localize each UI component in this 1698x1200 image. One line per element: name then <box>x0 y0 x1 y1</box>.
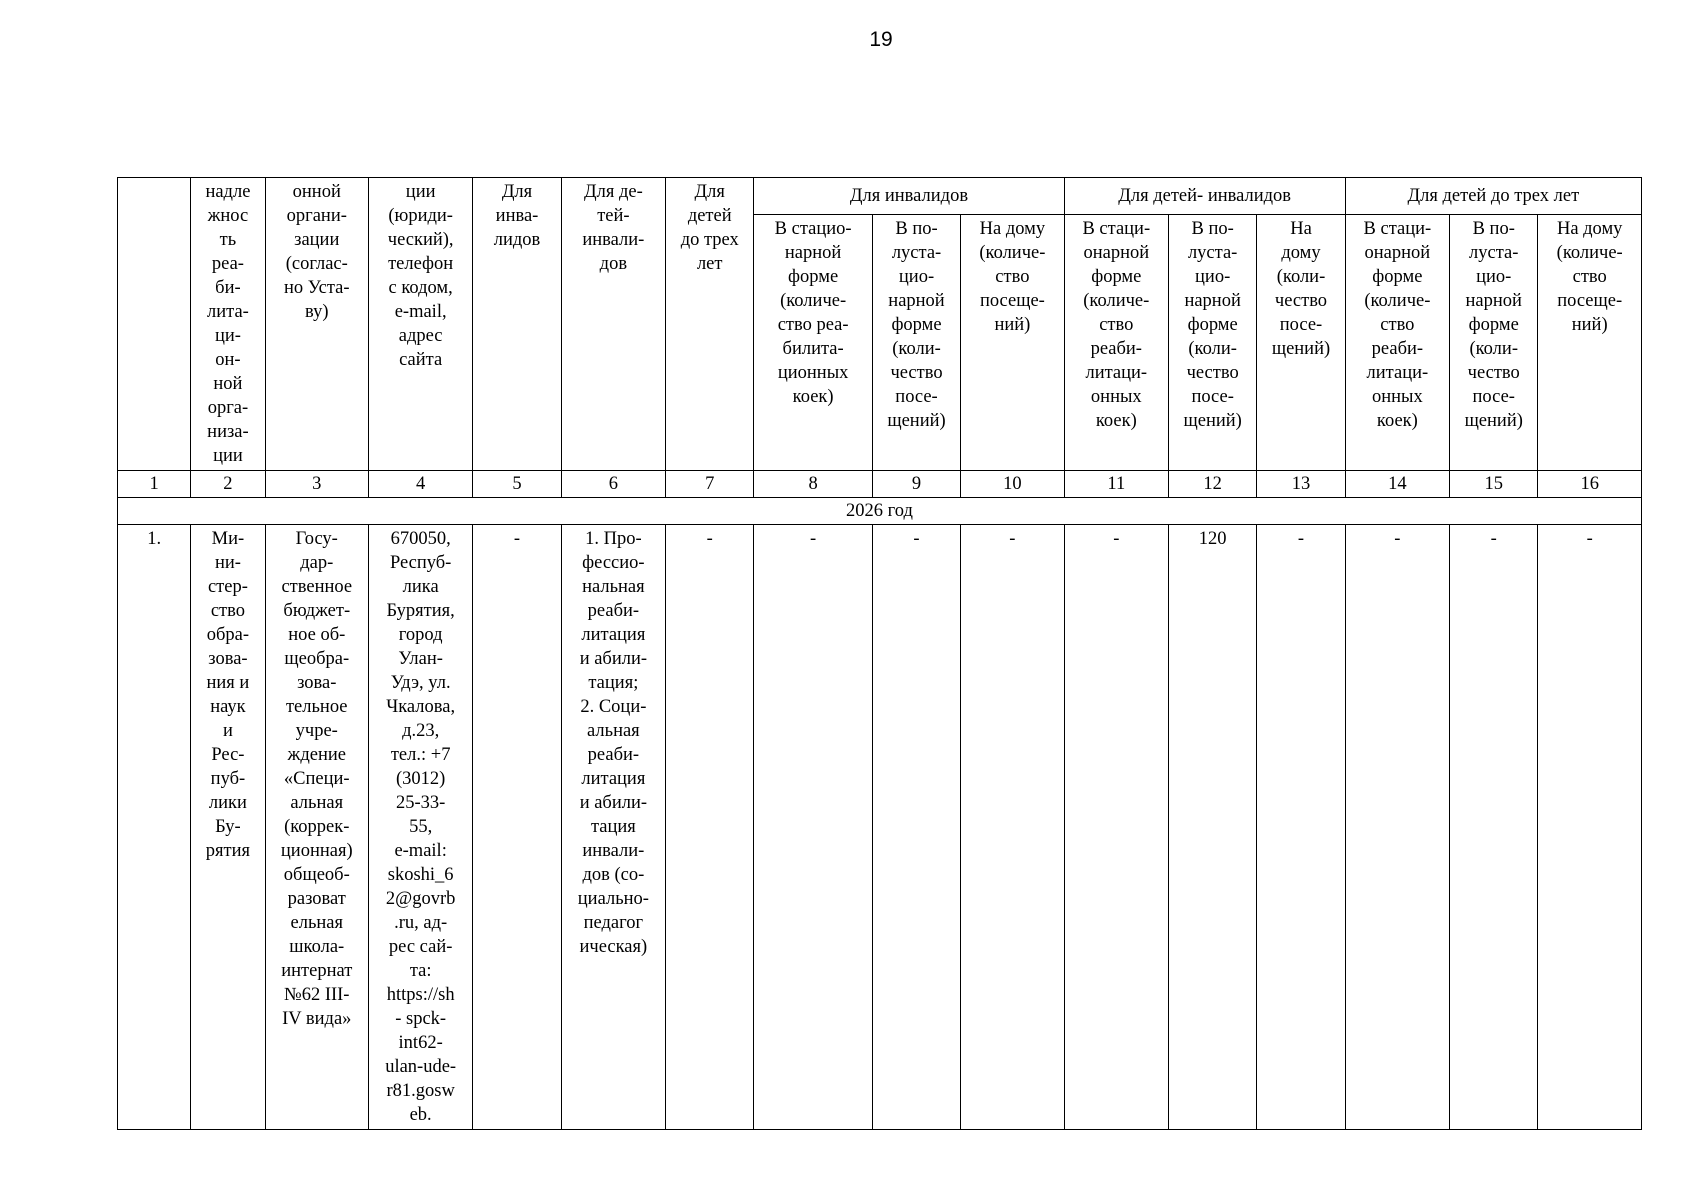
column-number: 12 <box>1168 471 1256 498</box>
cell-16: - <box>1538 525 1642 1130</box>
header-cell-5: Для инва- лидов <box>473 178 561 471</box>
header-cell-1 <box>118 178 191 471</box>
header-cell-7: Для детей до трех лет <box>666 178 754 471</box>
column-number: 16 <box>1538 471 1642 498</box>
cell-9: - <box>872 525 960 1130</box>
header-cell-4: ции (юриди- ческий), телефон с кодом, e-mail, адрес сайта <box>368 178 472 471</box>
column-number: 5 <box>473 471 561 498</box>
sub-header-12: В по- луста- цио- нарной форме (коли- чество посе- щений) <box>1168 214 1256 470</box>
cell-for-invalids: - <box>473 525 561 1130</box>
sub-header-10: На дому (количе- ство посеще- ний) <box>961 214 1064 470</box>
cell-15: - <box>1450 525 1538 1130</box>
column-number: 4 <box>368 471 472 498</box>
sub-header-13: На дому (коли- чество посе- щений) <box>1257 214 1345 470</box>
cell-11: - <box>1064 525 1168 1130</box>
cell-for-child-invalids: 1. Про- фессио- нальная реаби- литация и абили- тация; 2. Соци- альная реаби- литация и абили- тация инвали- дов (со- циально- педагог ическая) <box>561 525 665 1130</box>
sub-header-9: В по- луста- цио- нарной форме (коли- чество посе- щений) <box>872 214 960 470</box>
cell-14: - <box>1345 525 1449 1130</box>
group-header-children-under-3: Для детей до трех лет <box>1345 178 1641 215</box>
column-number: 14 <box>1345 471 1449 498</box>
sub-header-11: В стаци- онарной форме (количе- ство реаби- литаци- онных коек) <box>1064 214 1168 470</box>
sub-header-16: На дому (количе- ство посеще- ний) <box>1538 214 1642 470</box>
cell-for-children-under-3: - <box>666 525 754 1130</box>
year-row <box>118 498 1642 525</box>
cell-8: - <box>754 525 872 1130</box>
header-cell-2: надле жнос ть реа- би- лита- ци- он- ной орга- низа- ции <box>191 178 265 471</box>
header-cell-3: онной органи- зации (соглас- но Уста- ву) <box>265 178 368 471</box>
column-number: 10 <box>961 471 1064 498</box>
cell-organization-name: Госу- дар- ственное бюджет- ное об- щеобра- зова- тельное учре- ждение «Специ- альная (коррек- ционная) общеоб- разоват ельная школа- интернат №62 III- IV вида» <box>265 525 368 1130</box>
column-number: 2 <box>191 471 265 498</box>
column-number: 8 <box>754 471 872 498</box>
column-number: 1 <box>118 471 191 498</box>
column-number: 9 <box>872 471 960 498</box>
row-number: 1. <box>118 525 191 1130</box>
group-header-invalids: Для инвалидов <box>754 178 1064 215</box>
sub-header-14: В стаци- онарной форме (количе- ство реаби- литаци- онных коек) <box>1345 214 1449 470</box>
cell-ministry: Ми- ни- стер- ство обра- зова- ния и наук и Рес- пуб- лики Бу- рятия <box>191 525 265 1130</box>
column-number: 13 <box>1257 471 1345 498</box>
group-header-child-invalids: Для детей- инвалидов <box>1064 178 1345 215</box>
page-number: 19 <box>869 28 893 51</box>
column-number: 7 <box>666 471 754 498</box>
column-number-row <box>118 471 1642 498</box>
cell-13: - <box>1257 525 1345 1130</box>
sub-header-8: В стацио- нарной форме (количе- ство реа- билита- ционных коек) <box>754 214 872 470</box>
sub-header-15: В по- луста- цио- нарной форме (коли- чество посе- щений) <box>1450 214 1538 470</box>
rehabilitation-table <box>117 177 1642 1130</box>
cell-10: - <box>961 525 1064 1130</box>
column-number: 3 <box>265 471 368 498</box>
table-row <box>118 525 1642 1130</box>
column-number: 11 <box>1064 471 1168 498</box>
header-row <box>118 178 1642 215</box>
column-number: 15 <box>1450 471 1538 498</box>
cell-address-contacts: 670050, Респуб- лика Бурятия, город Улан- Удэ, ул. Чкалова, д.23, тел.: +7 (3012) 25-33- 55, e-mail: skoshi_6 2@govrb .ru, ад- рес сай- та: https://sh - spck- int62- ulan-ude- r81.gosw eb. <box>368 525 472 1130</box>
header-cell-6: Для де- тей- инвали- дов <box>561 178 665 471</box>
cell-12: 120 <box>1168 525 1256 1130</box>
year-label: 2026 год <box>118 498 1642 525</box>
column-number: 6 <box>561 471 665 498</box>
